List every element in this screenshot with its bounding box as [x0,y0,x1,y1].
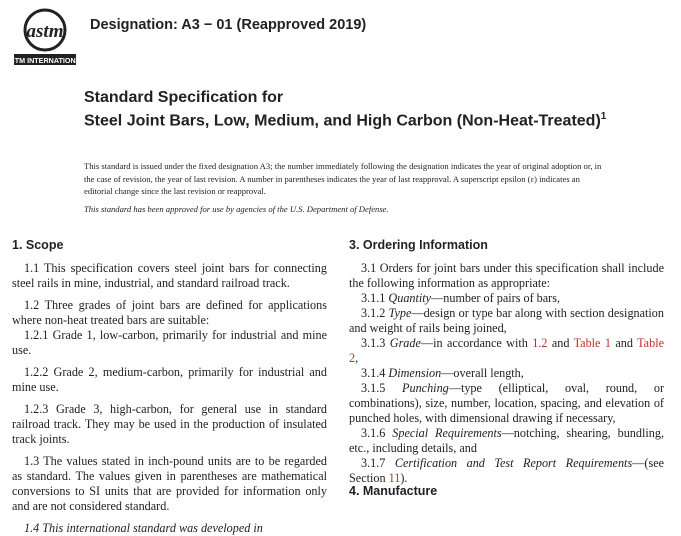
astm-logo [4,8,86,66]
ordering-item-quantity [349,291,664,306]
item-text: —number of pairs of bars, [431,291,561,305]
title-line-2 [84,107,644,130]
section-11-link[interactable]: 11 [388,471,401,485]
item-number: 3.1.6 [361,426,386,440]
ordering-item-type [349,306,664,336]
item-term: Punching [402,381,449,395]
ordering-heading: 3. Ordering Information [349,238,488,252]
item-text: —type (elliptical, oval, round, or combinations), size, number, location, spacing, and elevation of punched holes, with dimensional drawing if necessary, [349,381,665,425]
ordering-item-certification [349,456,664,486]
item-term: Type [388,306,412,320]
ordering-section [349,238,664,486]
table-1-link[interactable]: Table 1 [573,336,611,350]
item-term: Certification and Test Report Requirements [394,456,633,470]
item-number: 3.1.3 [361,336,386,350]
item-text: —design or type bar along with section designation and weight of rails being joined, [349,306,664,335]
scope-1-2: 1.2 Three grades of joint bars are defined for applications where non-heat treated bars are suitable: [12,298,327,327]
title-main: Steel Joint Bars, Low, Medium, and High Carbon (Non-Heat-Treated) [84,112,601,130]
section-link-1-2[interactable]: 1.2 [532,336,548,350]
item-text: and [610,336,638,350]
scope-1-4: 1.4 This international standard was developed in [24,521,263,535]
logo-label: ASTM INTERNATIONAL [4,56,86,65]
table-2-link[interactable]: Table 2 [349,336,664,365]
issue-note: This standard is issued under the fixed designation A3; the number immediately following the designation indicates the year of original adoption or, in the case of revision, the year of last revision. A number in parentheses indicates the year of last reapproval. A superscript epsilon (ε) indicates an editorial change since the last revision or reapproval. [84,161,602,197]
title-block [84,88,644,130]
item-text: , [355,351,359,365]
scope-1-2-3: 1.2.3 Grade 3, high-carbon, for general use in standard railroad track. They may be used in the production of insulated track joints. [12,402,327,446]
item-term: Grade [389,336,421,350]
title-footnote-marker[interactable]: 1 [600,111,607,122]
scope-1-2-2: 1.2.2 Grade 2, medium-carbon, primarily for industrial and mine use. [12,365,327,394]
item-term: Dimension [388,366,442,380]
item-number: 3.1.7 [361,456,386,470]
ordering-item-dimension [349,366,664,381]
item-number: 3.1.5 [361,381,386,395]
item-number: 3.1.2 [361,306,386,320]
manufacture-heading: 4. Manufacture [349,484,438,498]
title-line-1: Standard Specification for [84,89,284,106]
item-text: —notching, shearing, bundling, etc., including details, and [349,426,664,455]
ordering-3-1: 3.1 Orders for joint bars under this specification shall include the following information as appropriate: [349,261,664,290]
item-term: Special Requirements [392,426,502,440]
ordering-item-punching [349,381,664,426]
item-text: —in accordance with [420,336,533,350]
item-text: ). [400,471,408,485]
ordering-item-grade [349,336,664,366]
item-term: Quantity [388,291,432,305]
scope-section [12,238,327,536]
item-text: —(see Section [349,456,665,485]
item-text: and [547,336,574,350]
scope-1-3: 1.3 The values stated in inch-pound units are to be regarded as standard. The values given in parentheses are mathematical conversions to SI units that are provided for information only and are not considered standard. [12,454,327,513]
svg-text:astm: astm [26,21,64,42]
ordering-item-special [349,426,664,456]
item-text: —overall length, [441,366,524,380]
scope-heading: 1. Scope [12,238,64,252]
scope-1-2-1: 1.2.1 Grade 1, low-carbon, primarily for industrial and mine use. [12,328,327,357]
designation: Designation: A3 − 01 (Reapproved 2019) [90,17,367,33]
item-number: 3.1.1 [361,291,386,305]
item-number: 3.1.4 [361,366,386,380]
scope-1-1: 1.1 This specification covers steel joint bars for connecting steel rails in mine, industrial, and standard railroad track. [12,261,327,290]
astm-logo-mark [4,8,86,66]
approval-note: This standard has been approved for use by agencies of the U.S. Department of Defense. [84,204,389,214]
